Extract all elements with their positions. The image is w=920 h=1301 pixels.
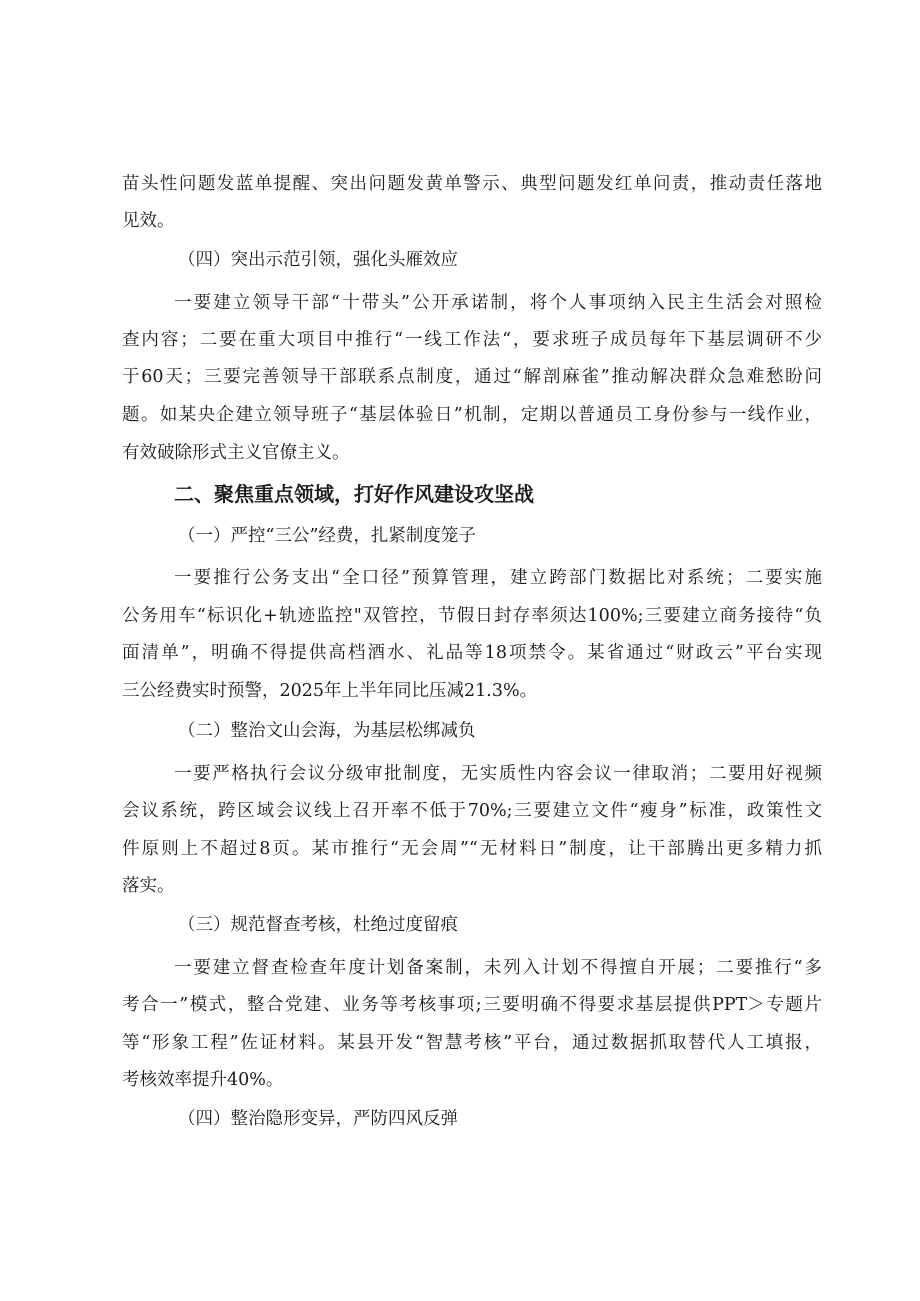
paragraph-line: 题。如某央企建立领导班子“基层体验日”机制，定期以普通员工身份参与一线作业， [122,405,822,425]
paragraph-line: 一要建立领导干部“十带头”公开承诺制，将个人事项纳入民主生活会对照检 [174,293,822,313]
paragraph-line: 考合一”模式，整合党建、业务等考核事项;三要明确不得要求基层提供PPT＞专题片 [122,995,822,1015]
paragraph-line: 面清单”，明确不得提供高档酒水、礼品等18项禁令。某省通过“财政云”平台实现 [122,643,822,663]
subheading: （三）规范督查考核，杜绝过度留痕 [178,915,458,935]
paragraph-line: 苗头性问题发蓝单提醒、突出问题发黄单警示、典型问题发红单问责，推动责任落地 [122,174,822,194]
paragraph-line: 见效。 [122,211,175,231]
paragraph-line: 一要建立督查检查年度计划备案制，未列入计划不得擅自开展；二要推行“多 [174,958,822,978]
paragraph-line: 查内容；二要在重大项目中推行“一线工作法“，要求班子成员每年下基层调研不少 [122,330,822,350]
paragraph-line: 落实。 [122,876,175,896]
subheading: （四）整治隐形变异，严防四风反弹 [178,1109,458,1129]
paragraph-line: 考核效率提升40%。 [122,1070,284,1090]
paragraph-line: 一要推行公务支出“全口径”预算管理，建立跨部门数据比对系统；二要实施 [174,568,822,588]
subheading: （一）严控“三公”经费，扎紧制度笼子 [178,526,476,546]
section-heading: 二、聚焦重点领域，打好作风建设攻坚战 [174,482,534,506]
subheading: （二）整治文山会海，为基层松绑减负 [178,721,476,741]
paragraph-line: 会议系统，跨区域会议线上召开率不低于70%;三要建立文件“瘦身”标准，政策性文 [122,801,822,821]
paragraph-line: 件原则上不超过8页。某市推行“无会周”“无材料日”制度，让干部腾出更多精力抓 [122,839,822,859]
paragraph-line: 一要严格执行会议分级审批制度，无实质性内容会议一律取消；二要用好视频 [174,764,822,784]
paragraph-line: 有效破除形式主义官僚主义。 [122,443,350,463]
paragraph-line: 等“形象工程”佐证材料。某县开发“智慧考核”平台，通过数据抓取替代人工填报， [122,1033,822,1053]
paragraph-line: 公务用车“标识化+轨迹监控"双管控，节假日封存率须达100%;三要建立商务接待“负 [122,606,822,626]
paragraph-line: 于60天；三要完善领导干部联系点制度，通过“解剖麻雀”推动解决群众急难愁盼问 [122,367,822,387]
subheading: （四）突出示范引领，强化头雁效应 [178,250,458,270]
paragraph-line: 三公经费实时预警，2025年上半年同比压减21.3%。 [122,681,538,701]
